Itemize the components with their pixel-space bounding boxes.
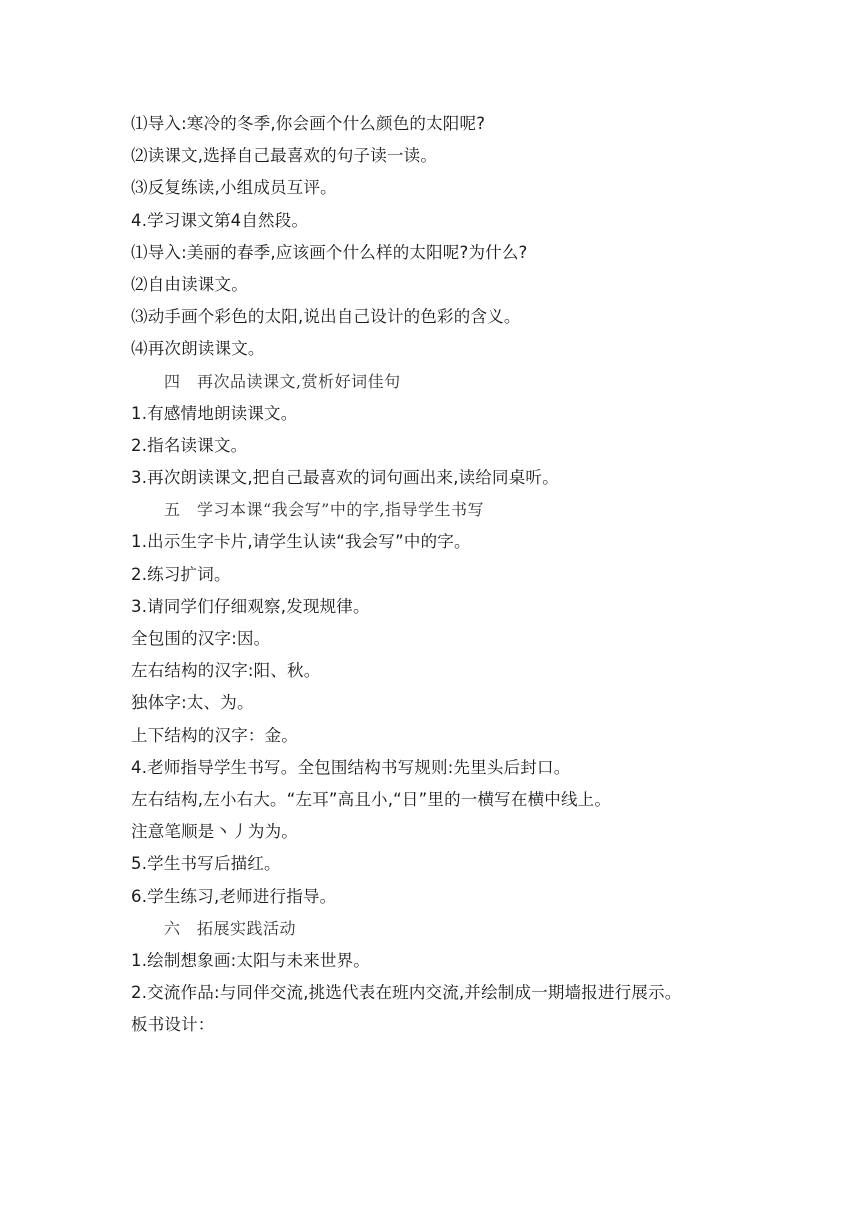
paragraph-line: 全包围的汉字:因。 [131,629,271,648]
paragraph-line: 左右结构的汉字:阳、秋。 [131,661,321,681]
paragraph-line: 板书设计： [131,1015,215,1035]
paragraph-line: 上下结构的汉字：金。 [131,725,298,745]
paragraph-line: 4.老师指导学生书写。全包围结构书写规则:先里头后封口。 [131,757,571,777]
paragraph-line: ⑶反复练读,小组成员互评。 [131,178,337,198]
paragraph-line: ⑴导入:美丽的春季,应该画个什么样的太阳呢?为什么? [131,242,528,262]
paragraph-line: 左右结构,左小右大。“左耳”高且小,“日”里的一横写在横中线上。 [131,789,612,809]
paragraph-line: ⑵读课文,选择自己最喜欢的句子读一读。 [131,146,438,166]
paragraph-line: 3.再次朗读课文,把自己最喜欢的词句画出来,读给同桌听。 [131,468,559,488]
paragraph-line: 注意笔顺是丶丿为为。 [131,822,298,842]
paragraph-line: ⑵自由读课文。 [131,274,248,294]
section-heading: 六 拓展实践活动 [164,918,297,938]
paragraph-line: 4.学习课文第4自然段。 [131,210,309,230]
paragraph-line: 6.学生练习,老师进行指导。 [131,886,337,906]
section-heading: 四 再次品读课文,赏析好词佳句 [164,371,401,391]
paragraph-line: 5.学生书写后描红。 [131,854,281,874]
paragraph-line: 3.请同学们仔细观察,发现规律。 [131,596,370,616]
paragraph-line: 2.交流作品:与同伴交流,挑选代表在班内交流,并绘制成一期墙报进行展示。 [131,983,682,1003]
paragraph-line: 1.出示生字卡片,请学生认读“我会写”中的字。 [131,532,471,552]
paragraph-line: ⑷再次朗读课文。 [131,339,265,359]
paragraph-line: 1.有感情地朗读课文。 [131,403,298,423]
paragraph-line: 1.绘制想象画:太阳与未来世界。 [131,950,371,970]
paragraph-line: ⑶动手画个彩色的太阳,说出自己设计的色彩的含义。 [131,307,521,327]
paragraph-line: ⑴导入:寒冷的冬季,你会画个什么颜色的太阳呢? [131,114,486,133]
document-body [131,108,771,1041]
paragraph-line: 2.指名读课文。 [131,435,248,455]
paragraph-line: 2.练习扩词。 [131,564,231,584]
section-heading: 五 学习本课“我会写”中的字,指导学生书写 [164,500,484,520]
paragraph-line: 独体字:太、为。 [131,693,254,713]
